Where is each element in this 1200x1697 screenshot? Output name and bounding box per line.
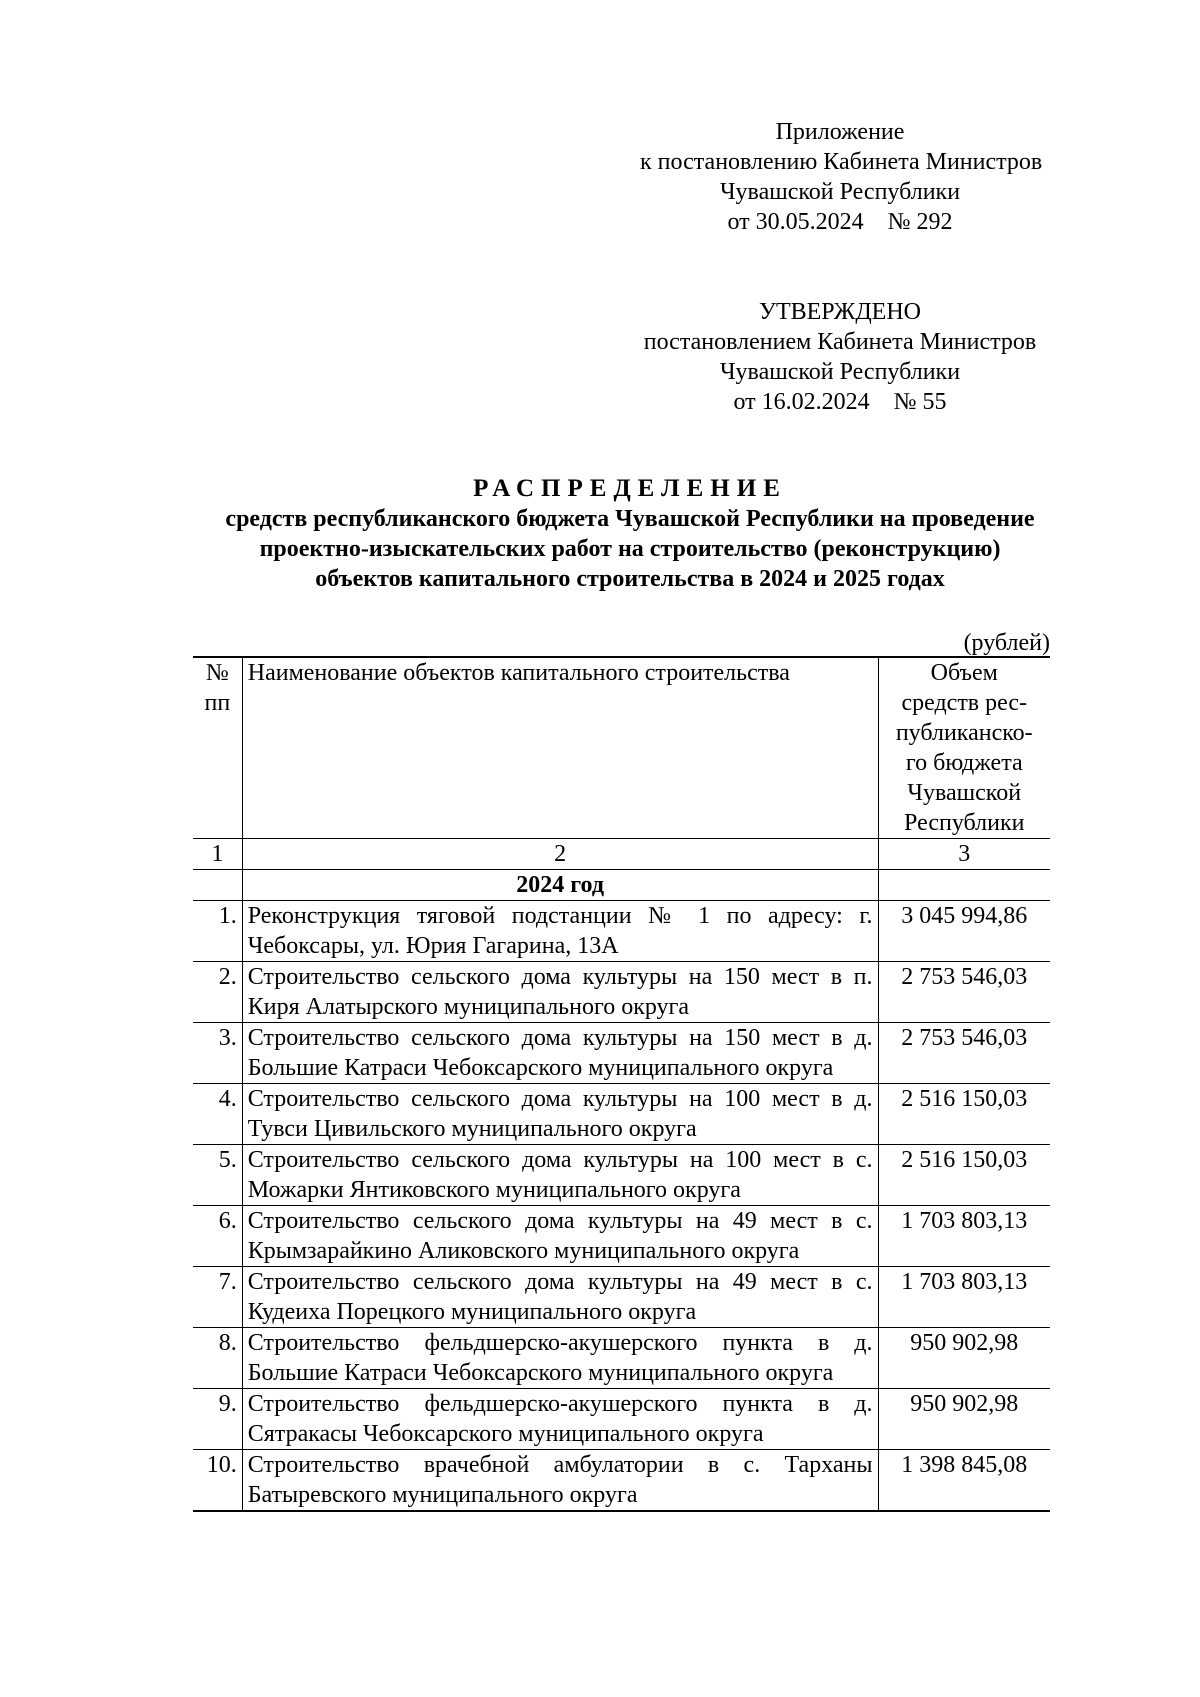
row-amount: 2 516 150,03 xyxy=(878,1145,1050,1206)
column-index-cell: 1 xyxy=(193,839,242,870)
table-row xyxy=(193,1328,1050,1389)
row-object-name: Строительство сельского дома культуры на 150 мест в п. Киря Алатырского муниципального округа xyxy=(242,962,878,1023)
row-object-name: Строительство сельского дома культуры на 150 мест в д. Большие Катраси Чебоксарского муниципального округа xyxy=(242,1023,878,1084)
table-row xyxy=(193,1389,1050,1450)
year-empty-cell xyxy=(193,870,242,901)
row-number: 9. xyxy=(193,1389,242,1450)
row-amount: 2 753 546,03 xyxy=(878,1023,1050,1084)
approved-line: постановлением Кабинета Министров xyxy=(643,329,1037,355)
row-amount: 3 045 994,86 xyxy=(878,901,1050,962)
row-amount: 950 902,98 xyxy=(878,1328,1050,1389)
header-value-label: Объем xyxy=(930,660,998,686)
title-line: объектов капитального строительства в 2024 и 2025 годах xyxy=(315,566,945,592)
row-number: 4. xyxy=(193,1084,242,1145)
header-number-label: № xyxy=(205,660,229,686)
appendix-line: к постановлению Кабинета Министров xyxy=(640,149,1043,175)
year-empty-cell xyxy=(878,870,1050,901)
row-amount: 2 516 150,03 xyxy=(878,1084,1050,1145)
row-object-name: Строительство сельского дома культуры на 49 мест в с. Крымзарайкино Аликовского муниципального округа xyxy=(242,1206,878,1267)
row-amount: 2 753 546,03 xyxy=(878,962,1050,1023)
row-object-name: Строительство врачебной амбулатории в с. Тарханы Батыревского муниципального округа xyxy=(242,1450,878,1512)
row-object-name: Строительство фельдшерско-акушерского пункта в д. Сятракасы Чебоксарского муниципального округа xyxy=(242,1389,878,1450)
table-row xyxy=(193,1084,1050,1145)
document-title xyxy=(190,474,1070,594)
row-number: 7. xyxy=(193,1267,242,1328)
column-index-cell: 3 xyxy=(878,839,1050,870)
header-number-label: пп xyxy=(204,690,231,716)
distribution-table xyxy=(193,656,1050,1512)
appendix-line: Чувашской Республики xyxy=(719,179,961,205)
header-value-cell xyxy=(878,657,1050,839)
row-object-name: Строительство сельского дома культуры на 100 мест в д. Тувси Цивильского муниципального округа xyxy=(242,1084,878,1145)
row-object-name: Строительство фельдшерско-акушерского пункта в д. Большие Катраси Чебоксарского муниципального округа xyxy=(242,1328,878,1389)
header-value-label: Чувашской xyxy=(907,780,1022,806)
row-number: 1. xyxy=(193,901,242,962)
table-row xyxy=(193,1023,1050,1084)
table-row xyxy=(193,1206,1050,1267)
header-name-cell: Наименование объектов капитального строительства xyxy=(242,657,878,839)
title-line: проектно-изыскательских работ на строительство (реконструкцию) xyxy=(259,536,1001,562)
title-line: средств республиканского бюджета Чувашской Республики на проведение xyxy=(225,506,1035,532)
table-row xyxy=(193,1267,1050,1328)
approved-line: Чувашской Республики xyxy=(719,359,961,385)
year-row xyxy=(193,870,1050,901)
row-amount: 950 902,98 xyxy=(878,1389,1050,1450)
column-index-cell: 2 xyxy=(242,839,878,870)
row-number: 10. xyxy=(193,1450,242,1512)
row-number: 6. xyxy=(193,1206,242,1267)
header-number-cell xyxy=(193,657,242,839)
approved-block xyxy=(640,297,1040,417)
row-object-name: Строительство сельского дома культуры на 100 мест в с. Можарки Янтиковского муниципального округа xyxy=(242,1145,878,1206)
appendix-block xyxy=(640,117,1043,237)
row-object-name: Строительство сельского дома культуры на 49 мест в с. Кудеиха Порецкого муниципального округа xyxy=(242,1267,878,1328)
row-number: 2. xyxy=(193,962,242,1023)
row-amount: 1 703 803,13 xyxy=(878,1206,1050,1267)
row-number: 5. xyxy=(193,1145,242,1206)
column-index-row xyxy=(193,839,1050,870)
row-object-name: Реконструкция тяговой подстанции № 1 по адресу: г. Чебоксары, ул. Юрия Гагарина, 13А xyxy=(242,901,878,962)
approved-line: УТВЕРЖДЕНО xyxy=(758,299,922,325)
table-row xyxy=(193,1145,1050,1206)
table-row xyxy=(193,962,1050,1023)
year-label: 2024 год xyxy=(242,870,878,901)
row-number: 8. xyxy=(193,1328,242,1389)
header-value-label: го бюджета xyxy=(905,750,1023,776)
appendix-date-line: от 30.05.2024 № 292 xyxy=(727,209,953,235)
table-row xyxy=(193,901,1050,962)
table-header-row xyxy=(193,657,1050,839)
title-main: РАСПРЕДЕЛЕНИЕ xyxy=(473,475,787,502)
table-row xyxy=(193,1450,1050,1512)
row-amount: 1 398 845,08 xyxy=(878,1450,1050,1512)
header-value-label: публиканско- xyxy=(895,720,1033,746)
row-number: 3. xyxy=(193,1023,242,1084)
header-value-label: средств рес- xyxy=(901,690,1028,716)
appendix-line: Приложение xyxy=(775,119,905,145)
currency-unit: (рублей) xyxy=(963,630,1050,656)
approved-date-line: от 16.02.2024 № 55 xyxy=(733,389,947,415)
header-value-label: Республики xyxy=(904,810,1025,836)
row-amount: 1 703 803,13 xyxy=(878,1267,1050,1328)
